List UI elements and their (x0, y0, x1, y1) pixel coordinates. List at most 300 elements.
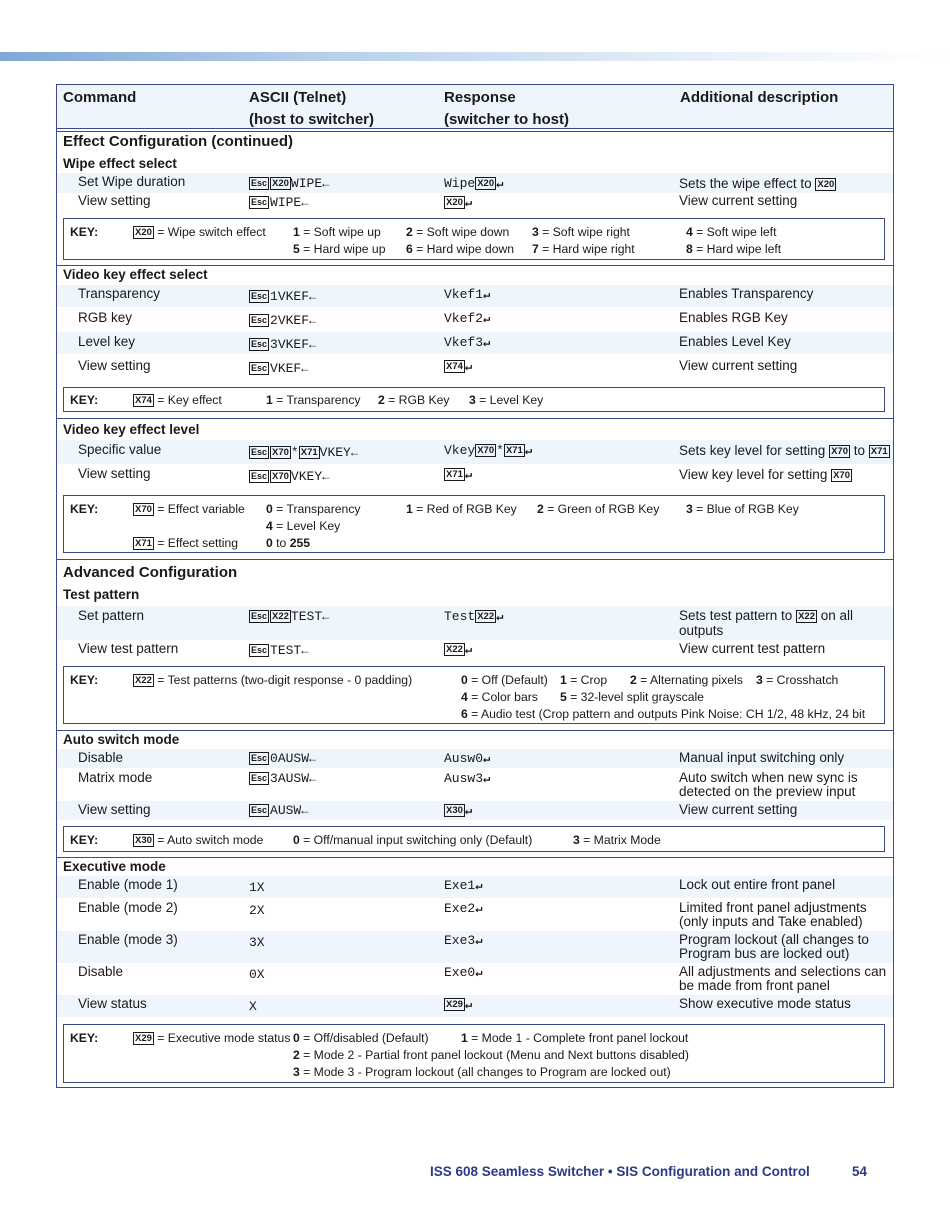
variable-box: X70 (831, 446, 848, 457)
esc-key-icon: Esc (251, 339, 268, 349)
page-number: 54 (852, 1164, 868, 1179)
response-text (444, 751, 490, 766)
key-text: = Soft wipe up (303, 225, 381, 239)
key-text: = Matrix Mode (583, 833, 661, 847)
key-text: = Off (Default) (471, 673, 548, 687)
group-title-wipe: Wipe effect select (63, 156, 177, 171)
key-item (406, 242, 514, 256)
cmd-label: View setting (78, 802, 151, 817)
variable-box: X71 (300, 447, 318, 458)
key-num: 1 (406, 502, 413, 516)
ascii-command (249, 337, 316, 352)
key-var-desc (133, 502, 245, 516)
response-text (444, 311, 490, 326)
key-text: = Transparency (276, 502, 361, 516)
cmd-label: Disable (78, 750, 124, 765)
variable-box: X71 (870, 446, 888, 457)
enter-arrow-icon: ← (322, 610, 330, 624)
variable-box: X71 (505, 445, 523, 456)
key-item (406, 225, 509, 239)
group-title-auto: Auto switch mode (63, 732, 180, 747)
key-num: 7 (532, 242, 539, 256)
key-num: 3 (573, 833, 580, 847)
key-text: = Mode 2 - Partial front panel lockout (Menu and Next buttons disabled) (303, 1048, 689, 1062)
key-item (293, 833, 532, 847)
key-text: = RGB Key (388, 393, 450, 407)
key-num: 2 (537, 502, 544, 516)
enter-arrow-icon: ← (309, 752, 317, 766)
header-description: Additional description (680, 89, 839, 106)
esc-key-icon: Esc (251, 471, 268, 481)
esc-key-icon: Esc (251, 315, 268, 325)
ascii-command (249, 609, 329, 624)
key-text: = Hard wipe up (303, 242, 386, 256)
key-num: 1 (461, 1031, 468, 1045)
ascii-text: 3AUSW (270, 771, 310, 786)
key-item (293, 225, 381, 239)
cmd-label: View setting (78, 358, 151, 373)
key-text: = Level Key (276, 519, 341, 533)
header-command: Command (63, 89, 137, 106)
key-var-text: = Effect variable (157, 502, 245, 516)
variable-box: X70 (833, 470, 850, 481)
star: * (290, 445, 299, 460)
divider (57, 418, 893, 419)
ascii-command: 0X (249, 967, 265, 982)
key-item (461, 690, 538, 704)
key-item (293, 1065, 671, 1079)
variable-box: X74 (135, 395, 152, 406)
esc-key-icon: Esc (251, 805, 268, 815)
ascii-text: VKEF (270, 361, 302, 376)
key-num: 0 (461, 673, 468, 687)
desc-text: Sets key level for setting (679, 443, 826, 458)
variable-box: X74 (446, 361, 463, 372)
cmd-label: Matrix mode (78, 770, 153, 785)
ascii-text: 2VKEF (270, 313, 310, 328)
enter-arrow-icon: ← (301, 804, 309, 818)
variable-box: X22 (135, 675, 152, 686)
ascii-command (249, 803, 308, 818)
key-var-text: = Key effect (157, 393, 222, 407)
response-literal: Exe1 (444, 878, 476, 893)
desc-to: to (853, 443, 866, 458)
description (679, 176, 836, 191)
description: View current setting (679, 193, 798, 208)
response-text (444, 901, 482, 916)
desc-text: on all (820, 608, 854, 623)
cmd-label: RGB key (78, 310, 133, 325)
key-label: KEY: (70, 393, 99, 407)
key-text: = Off/disabled (Default) (303, 1031, 429, 1045)
key-text: = Hard wipe down (416, 242, 515, 256)
response-text (444, 878, 482, 893)
description (679, 443, 890, 458)
response-text (444, 997, 472, 1012)
description: Program lockout (all changes to (679, 932, 869, 947)
response-text (444, 803, 472, 818)
key-item (537, 502, 659, 516)
cmd-label: Specific value (78, 442, 162, 457)
key-var-desc (133, 536, 238, 550)
variable-box: X70 (272, 447, 289, 458)
description: Enables Level Key (679, 334, 791, 349)
key-item (293, 1048, 689, 1062)
return-arrow-icon: ↵ (475, 934, 483, 948)
variable-box: X22 (477, 611, 495, 622)
key-text: = Blue of RGB Key (696, 502, 799, 516)
ascii-text: WIPE (290, 176, 323, 191)
top-accent-bar (0, 52, 950, 61)
key-text: = Transparency (276, 393, 361, 407)
group-title-vlevel: Video key effect level (63, 422, 200, 437)
key-num: 2 (406, 225, 413, 239)
enter-arrow-icon: ← (301, 644, 309, 658)
esc-key-icon: Esc (251, 753, 268, 763)
enter-arrow-icon: ← (309, 290, 317, 304)
enter-arrow-icon: ← (309, 338, 317, 352)
return-arrow-icon: ↵ (483, 752, 491, 766)
key-text: = Hard wipe left (696, 242, 782, 256)
return-arrow-icon: ↵ (475, 902, 483, 916)
key-text: = Green of RGB Key (547, 502, 660, 516)
key-label: KEY: (70, 833, 99, 847)
header-rule-2 (57, 131, 893, 132)
response-literal: Wipe (444, 176, 476, 191)
response-literal: Exe2 (444, 901, 476, 916)
key-num: 8 (686, 242, 693, 256)
key-item (406, 502, 517, 516)
ascii-command: 1X (249, 880, 265, 895)
key-item (532, 225, 630, 239)
key-text: = 32-level split grayscale (570, 690, 704, 704)
return-arrow-icon: ↵ (475, 879, 483, 893)
ascii-command (249, 289, 316, 304)
ascii-command: 3X (249, 935, 265, 950)
key-text: = Mode 3 - Program lockout (all changes to Program are locked out) (303, 1065, 671, 1079)
description: Enables Transparency (679, 286, 814, 301)
response-text (444, 195, 472, 210)
response-text (444, 642, 472, 657)
ascii-command (249, 195, 308, 210)
return-arrow-icon: ↵ (483, 772, 491, 786)
ascii-command: X (249, 999, 257, 1014)
enter-arrow-icon: ← (309, 772, 317, 786)
desc-text: View key level for setting (679, 467, 828, 482)
key-num: 0 (266, 502, 273, 516)
response-text (444, 965, 482, 980)
return-arrow-icon: ↵ (464, 360, 473, 374)
return-arrow-icon: ↵ (483, 336, 491, 350)
desc-text: Sets the wipe effect to (679, 176, 812, 191)
key-label: KEY: (70, 225, 99, 239)
key-item (560, 673, 607, 687)
key-num: 3 (756, 673, 763, 687)
key-num: 5 (560, 690, 567, 704)
description: View current setting (679, 358, 798, 373)
section-title-effect: Effect Configuration (continued) (63, 133, 293, 150)
key-var-desc (133, 225, 266, 239)
key-label: KEY: (70, 502, 99, 516)
key-label: KEY: (70, 1031, 99, 1045)
response-text (444, 609, 503, 624)
key-var-text: = Test patterns (two-digit response - 0 padding) (157, 673, 413, 687)
variable-box: X70 (135, 504, 152, 515)
description (679, 467, 852, 482)
key-num: 5 (293, 242, 300, 256)
variable-box: X71 (135, 538, 152, 549)
variable-box: X20 (446, 197, 463, 208)
return-arrow-icon: ↵ (496, 177, 504, 191)
key-text: = Soft wipe right (542, 225, 630, 239)
description: Limited front panel adjustments (679, 900, 867, 915)
key-var-text: = Executive mode status (157, 1031, 291, 1045)
key-item (461, 673, 548, 687)
key-text: = Level Key (479, 393, 544, 407)
description: View current test pattern (679, 641, 826, 656)
response-literal: Vkef1 (444, 287, 484, 302)
header-response: Response (444, 89, 516, 106)
variable-box: X22 (798, 611, 815, 622)
cmd-label: Transparency (78, 286, 161, 301)
ascii-command (249, 445, 358, 460)
ascii-command (249, 361, 308, 376)
key-text: = Audio test (Crop pattern and outputs Pink Noise: CH 1/2, 48 kHz, 24 bit (471, 707, 866, 721)
esc-key-icon: Esc (251, 645, 268, 655)
description-cont: Program bus are locked out) (679, 946, 850, 961)
divider (57, 857, 893, 858)
header-response-sub: (switcher to host) (444, 111, 570, 128)
description: Auto switch when new sync is (679, 770, 858, 785)
description-cont: outputs (679, 623, 724, 638)
ascii-text: VKEY (319, 445, 351, 460)
response-text (444, 176, 503, 191)
key-label: KEY: (70, 673, 99, 687)
return-arrow-icon: ↵ (496, 610, 504, 624)
variable-box: X20 (272, 178, 289, 189)
variable-box: X22 (446, 644, 463, 655)
description-cont: (only inputs and Take enabled) (679, 914, 863, 929)
cmd-label: Set Wipe duration (78, 174, 186, 189)
description (679, 608, 853, 623)
key-num: 3 (532, 225, 539, 239)
key-item (686, 502, 799, 516)
star: * (496, 443, 504, 458)
enter-arrow-icon: ← (309, 314, 317, 328)
desc-text: Sets test pattern to (679, 608, 793, 623)
return-arrow-icon: ↵ (524, 444, 533, 458)
response-text (444, 443, 532, 458)
footer-title: ISS 608 Seamless Switcher • SIS Configuration and Control (430, 1164, 810, 1179)
response-literal: Exe0 (444, 965, 476, 980)
key-var-text: = Auto switch mode (157, 833, 264, 847)
esc-key-icon: Esc (251, 178, 268, 188)
key-text: to (276, 536, 287, 550)
key-num: 4 (461, 690, 468, 704)
key-var-desc (133, 833, 263, 847)
key-num: 3 (469, 393, 476, 407)
cmd-label: Level key (78, 334, 136, 349)
key-num: 3 (293, 1065, 300, 1079)
description: All adjustments and selections can (679, 964, 887, 979)
return-arrow-icon: ↵ (464, 643, 473, 657)
key-item (573, 833, 661, 847)
response-literal: Test (444, 609, 476, 624)
key-text: = Alternating pixels (640, 673, 743, 687)
key-num: 0 (266, 536, 273, 550)
ascii-command (249, 469, 329, 484)
key-item (532, 242, 635, 256)
key-num: 6 (461, 707, 468, 721)
key-text: = Mode 1 - Complete front panel lockout (471, 1031, 689, 1045)
key-num: 2 (293, 1048, 300, 1062)
ascii-text: WIPE (270, 195, 302, 210)
ascii-text: 0AUSW (270, 751, 310, 766)
header-ascii: ASCII (Telnet) (249, 89, 347, 106)
key-num: 4 (686, 225, 693, 239)
enter-arrow-icon: ← (301, 196, 309, 210)
ascii-text: AUSW (270, 803, 302, 818)
key-text: = Crop (570, 673, 608, 687)
divider (57, 559, 893, 560)
key-num: 3 (686, 502, 693, 516)
key-item (266, 393, 361, 407)
key-var-desc (133, 393, 222, 407)
response-literal: Vkef2 (444, 311, 484, 326)
enter-arrow-icon: ← (301, 362, 309, 376)
key-num: 1 (560, 673, 567, 687)
response-text (444, 359, 472, 374)
header-ascii-sub: (host to switcher) (249, 111, 375, 128)
key-item (469, 393, 543, 407)
cmd-label: View setting (78, 466, 151, 481)
variable-box: X70 (272, 471, 289, 482)
cmd-label: View setting (78, 193, 151, 208)
key-num: 2 (378, 393, 385, 407)
description: Manual input switching only (679, 750, 845, 765)
response-text (444, 335, 490, 350)
description: Enables RGB Key (679, 310, 788, 325)
key-item (461, 707, 865, 721)
response-literal: Vkey (444, 443, 476, 458)
key-item (686, 225, 776, 239)
key-range (266, 536, 310, 550)
header-rule (57, 128, 893, 129)
response-text (444, 771, 490, 786)
cmd-label: View test pattern (78, 641, 179, 656)
ascii-command (249, 771, 316, 786)
key-var-desc (133, 1031, 290, 1045)
group-title-test: Test pattern (63, 587, 140, 602)
variable-box: X20 (477, 178, 495, 189)
variable-box: X70 (477, 445, 495, 456)
divider (57, 730, 893, 731)
return-arrow-icon: ↵ (464, 804, 473, 818)
ascii-command (249, 643, 308, 658)
key-num: 2 (630, 673, 637, 687)
key-item (461, 1031, 688, 1045)
cmd-label: Enable (mode 2) (78, 900, 178, 915)
key-text: = Off/manual input switching only (Default) (303, 833, 533, 847)
key-item (630, 673, 743, 687)
key-num: 1 (266, 393, 273, 407)
key-item (266, 519, 340, 533)
key-item (686, 242, 781, 256)
key-item (756, 673, 838, 687)
description-cont: detected on the preview input (679, 784, 856, 799)
esc-key-icon: Esc (251, 291, 268, 301)
esc-key-icon: Esc (251, 447, 268, 457)
variable-box: X30 (135, 835, 152, 846)
key-item (293, 242, 386, 256)
return-arrow-icon: ↵ (475, 966, 483, 980)
key-num: 1 (293, 225, 300, 239)
key-text: = Soft wipe down (416, 225, 510, 239)
key-text: = Color bars (471, 690, 538, 704)
return-arrow-icon: ↵ (464, 196, 473, 210)
response-text (444, 933, 482, 948)
group-title-vkey: Video key effect select (63, 267, 208, 282)
key-var-desc (133, 673, 412, 687)
esc-key-icon: Esc (251, 773, 268, 783)
variable-box: X29 (135, 1033, 152, 1044)
ascii-command: 2X (249, 903, 265, 918)
variable-box: X22 (272, 611, 289, 622)
key-text: = Crosshatch (766, 673, 839, 687)
variable-box: X71 (446, 469, 463, 480)
key-var-text: = Effect setting (157, 536, 239, 550)
ascii-text: 1VKEF (270, 289, 310, 304)
cmd-label: Enable (mode 1) (78, 877, 178, 892)
description-cont: be made from front panel (679, 978, 830, 993)
return-arrow-icon: ↵ (483, 312, 491, 326)
key-item (266, 502, 361, 516)
response-literal: Ausw0 (444, 751, 484, 766)
divider (57, 265, 893, 266)
variable-box: X20 (817, 179, 835, 190)
response-literal: Vkef3 (444, 335, 484, 350)
key-item (560, 690, 704, 704)
return-arrow-icon: ↵ (464, 468, 473, 482)
key-text: = Red of RGB Key (416, 502, 517, 516)
enter-arrow-icon: ← (350, 446, 359, 460)
ascii-command (249, 176, 329, 191)
ascii-command (249, 313, 316, 328)
variable-box: X29 (446, 999, 463, 1010)
ascii-text: TEST (270, 643, 302, 658)
key-item (293, 1031, 429, 1045)
response-literal: Exe3 (444, 933, 476, 948)
cmd-label: Set pattern (78, 608, 145, 623)
ascii-text: 3VKEF (270, 337, 310, 352)
esc-key-icon: Esc (251, 611, 268, 621)
ascii-text: VKEY (290, 469, 323, 484)
key-num: 255 (289, 536, 311, 550)
key-num: 0 (293, 833, 300, 847)
return-arrow-icon: ↵ (464, 998, 473, 1012)
esc-key-icon: Esc (251, 197, 268, 207)
response-text (444, 467, 472, 482)
key-var-text: = Wipe switch effect (157, 225, 266, 239)
cmd-label: Disable (78, 964, 124, 979)
variable-box: X30 (446, 805, 463, 816)
cmd-label: View status (78, 996, 147, 1011)
esc-key-icon: Esc (251, 363, 268, 373)
section-title-advanced: Advanced Configuration (63, 564, 238, 581)
enter-arrow-icon: ← (322, 470, 330, 484)
key-num: 4 (266, 519, 273, 533)
key-text: = Hard wipe right (542, 242, 635, 256)
